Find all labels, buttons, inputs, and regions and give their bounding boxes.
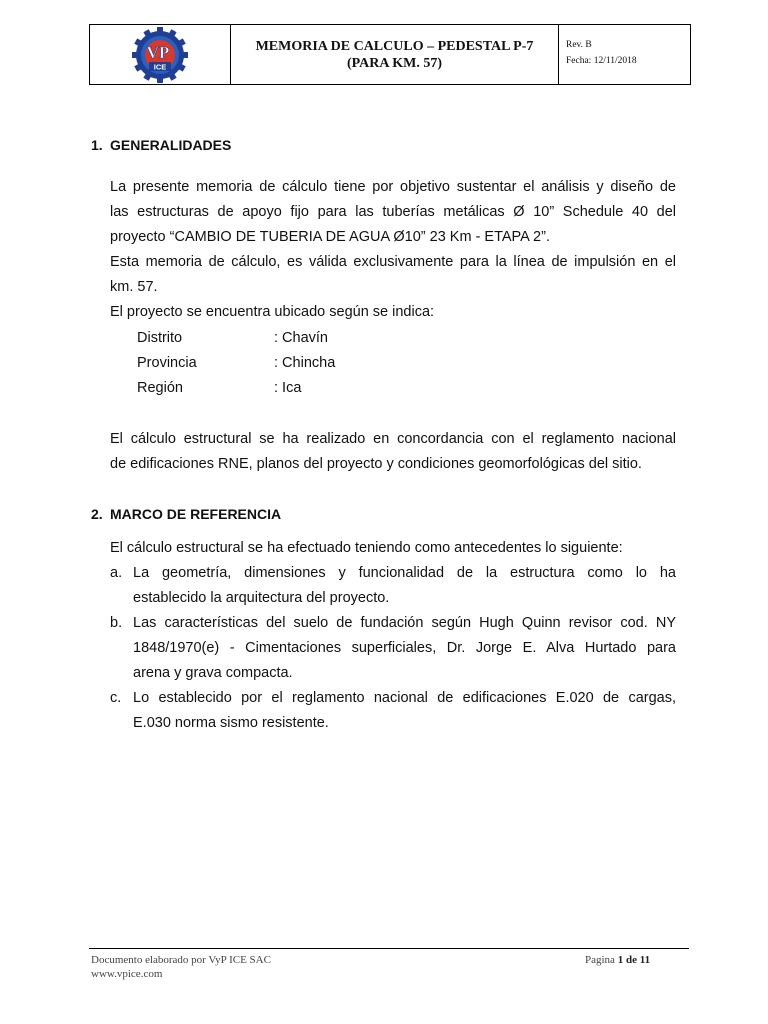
list-marker: b.: [110, 615, 123, 631]
paragraph-line: El proyecto se encuentra ubicado según se indica:: [110, 304, 435, 320]
page-current: 1: [617, 954, 624, 966]
location-value: : Ica: [274, 380, 302, 396]
location-value: : Chavín: [274, 330, 328, 346]
location-label: Distrito: [137, 330, 183, 346]
paragraph-line: de edificaciones RNE, planos del proyecto y condiciones geomorfológicas del sitio.: [110, 456, 642, 472]
section-1-number: 1.: [91, 137, 103, 153]
location-label: Región: [137, 380, 183, 396]
section-1-paragraph-1: [110, 175, 676, 250]
list-marker: c.: [110, 690, 122, 706]
page-number: [585, 953, 650, 967]
section-1-paragraph-4: [110, 427, 676, 477]
list-item-line: Lo establecido por el reglamento nacional de edificaciones E.020 de cargas,: [133, 690, 676, 706]
paragraph-line: Esta memoria de cálculo, es válida exclusivamente para la línea de impulsión en el: [110, 254, 676, 270]
paragraph-line: las estructuras de apoyo fijo para las tuberías metálicas Ø 10” Schedule 40 del: [110, 204, 676, 220]
page-label: Pagina: [585, 954, 615, 966]
section-1-paragraph-2: [110, 250, 676, 300]
paragraph-line: proyecto “CAMBIO DE TUBERIA DE AGUA Ø10” 23 Km - ETAPA 2”.: [110, 229, 550, 245]
footer-company-name: Documento elaborado por VyP ICE SAC: [91, 954, 271, 966]
title-line-1: MEMORIA DE CALCULO – PEDESTAL P-7: [255, 38, 534, 54]
gear-logo-icon: [120, 26, 200, 84]
svg-text:VP: VP: [146, 42, 170, 62]
list-item-line: Las características del suelo de fundación según Hugh Quinn revisor cod. NY: [133, 615, 676, 631]
footer-company: [91, 953, 271, 981]
section-1-heading: [91, 137, 231, 154]
list-item-line: 1848/1970(e) - Cimentaciones superficiales, Dr. Jorge E. Alva Hurtado para: [133, 640, 676, 656]
section-2-title: MARCO DE REFERENCIA: [110, 506, 282, 522]
page-separator: de: [625, 954, 637, 966]
footer-website-link[interactable]: www.vpice.com: [91, 968, 163, 980]
section-2-intro: [110, 536, 676, 561]
location-label: Provincia: [137, 355, 197, 371]
footer-divider: [89, 948, 689, 949]
svg-text:ICE: ICE: [153, 62, 167, 71]
section-2-heading: [91, 506, 281, 523]
list-item-line: La geometría, dimensiones y funcionalidad de la estructura como lo ha: [133, 565, 676, 581]
list-marker: a.: [110, 565, 123, 581]
list-item-line: E.030 norma sismo resistente.: [133, 715, 329, 731]
paragraph-line: km. 57.: [110, 279, 158, 295]
paragraph-line: El cálculo estructural se ha efectuado teniendo como antecedentes lo siguiente:: [110, 540, 623, 556]
paragraph-line: El cálculo estructural se ha realizado en concordancia con el reglamento nacional: [110, 431, 676, 447]
list-item-line: establecido la arquitectura del proyecto.: [133, 590, 390, 606]
section-1-paragraph-3: [110, 300, 676, 325]
list-item-line: arena y grava compacta.: [133, 665, 293, 681]
page-total: 11: [639, 954, 651, 966]
location-value: : Chincha: [274, 355, 336, 371]
company-logo: [90, 25, 231, 84]
document-meta: [559, 25, 690, 84]
document-header: [89, 24, 691, 85]
section-1-title: GENERALIDADES: [110, 137, 232, 153]
document-title: [231, 25, 559, 84]
paragraph-line: La presente memoria de cálculo tiene por objetivo sustentar el análisis y diseño de: [110, 179, 676, 195]
section-2-number: 2.: [91, 506, 103, 522]
revision-label: Rev. B: [566, 40, 592, 50]
title-line-2: (PARA KM. 57): [347, 55, 442, 71]
date-label: Fecha: 12/11/2018: [566, 56, 637, 66]
